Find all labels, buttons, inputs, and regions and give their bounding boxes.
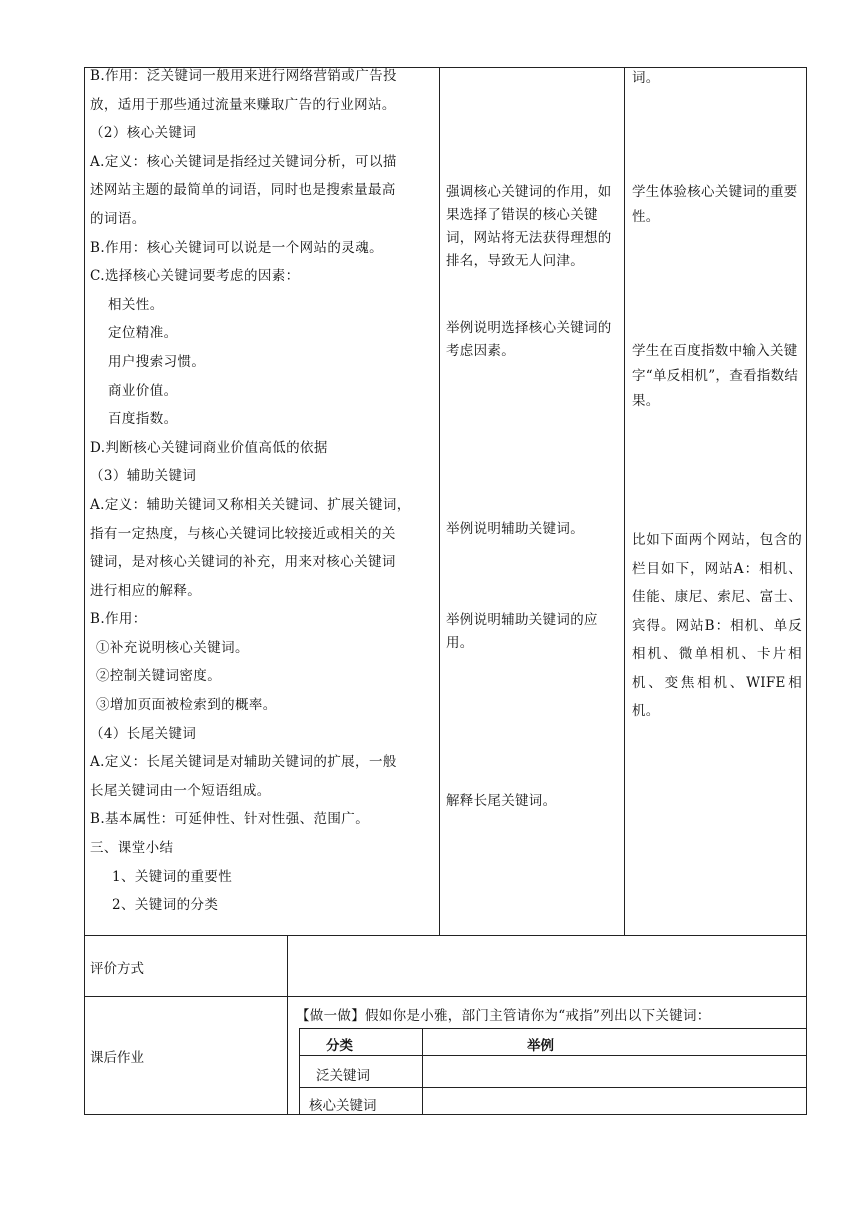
eval-method-label: 评价方式 xyxy=(90,961,144,977)
lesson-line: 放，适用于那些通过流量来赚取广告的行业网站。 xyxy=(90,96,396,113)
lesson-line: A.定义：辅助关键词又称相关关键词、扩展关键词， xyxy=(90,496,411,513)
lesson-line: A.定义：核心关键词是指经过关键词分析，可以描 xyxy=(90,153,397,170)
lesson-line: B.作用： xyxy=(90,611,147,628)
teacher-note-5: 解释长尾关键词。 xyxy=(446,793,557,809)
inner-table-top xyxy=(299,1028,806,1029)
lesson-line: ①补充说明核心关键词。 xyxy=(96,639,249,656)
student-note-1: 学生体验核心关键词的重要性。 xyxy=(632,184,798,225)
homework-label: 课后作业 xyxy=(90,1050,144,1066)
inner-header-example: 举例 xyxy=(527,1038,554,1054)
inner-table-row2 xyxy=(299,1087,806,1088)
student-note-0: 词。 xyxy=(632,70,660,86)
col-divider-2 xyxy=(624,67,625,935)
lesson-line: 定位精准。 xyxy=(108,325,178,342)
col-divider-1 xyxy=(439,67,440,935)
lesson-line: 长尾关键词由一个短语组成。 xyxy=(90,782,271,799)
lesson-line: D.判断核心关键词商业价值高低的依据 xyxy=(90,439,328,456)
inner-row2-category: 核心关键词 xyxy=(309,1098,377,1114)
lesson-line: 百度指数。 xyxy=(108,411,178,428)
table-border-left xyxy=(84,67,85,1115)
inner-header-category: 分类 xyxy=(326,1038,353,1054)
lesson-line: 述网站主题的最简单的词语，同时也是搜索量最高 xyxy=(90,182,396,199)
inner-table-left xyxy=(299,1028,300,1115)
row-divider-eval-top xyxy=(84,935,807,936)
lesson-line: （3）辅助关键词 xyxy=(90,468,197,485)
lesson-line: 的词语。 xyxy=(90,210,146,227)
lesson-line: 指有一定热度，与核心关键词比较接近或相关的关 xyxy=(90,525,396,542)
teacher-note-4: 举例说明辅助关键词的应用。 xyxy=(446,612,598,651)
inner-table-mid-col xyxy=(422,1028,423,1115)
lesson-line: B.作用：核心关键词可以说是一个网站的灵魂。 xyxy=(90,239,384,256)
homework-instruction: 【做一做】假如你是小雅，部门主管请你为“戒指”列出以下关键词： xyxy=(296,1008,711,1024)
lesson-line: （2）核心关键词 xyxy=(90,125,197,142)
lesson-line: 商业价值。 xyxy=(108,382,178,399)
lesson-line: B.基本属性：可延伸性、针对性强、范围广。 xyxy=(90,811,370,828)
lesson-line: ③增加页面被检索到的概率。 xyxy=(96,697,277,714)
inner-row1-category: 泛关键词 xyxy=(316,1068,370,1084)
inner-table-row1 xyxy=(299,1055,806,1056)
teacher-note-3: 举例说明辅助关键词。 xyxy=(446,521,584,537)
table-border-right xyxy=(806,67,807,1115)
lesson-line: 1、关键词的重要性 xyxy=(112,868,233,885)
teacher-note-2: 举例说明选择核心关键词的考虑因素。 xyxy=(446,320,612,359)
lesson-content-column xyxy=(90,62,435,920)
lesson-line: （4）长尾关键词 xyxy=(90,725,197,742)
row-divider-homework-top xyxy=(84,996,807,997)
lesson-line: A.定义：长尾关键词是对辅助关键词的扩展，一般 xyxy=(90,754,397,771)
lesson-line: 相关性。 xyxy=(108,296,164,313)
table-border-bottom xyxy=(84,1114,807,1115)
lesson-line: 三、课堂小结 xyxy=(90,840,174,857)
lesson-line: 2、关键词的分类 xyxy=(112,897,219,914)
teacher-note-1: 强调核心关键词的作用，如果选择了错误的核心关键词，网站将无法获得理想的排名，导致无人问津。 xyxy=(446,184,612,269)
lesson-line: C.选择核心关键词要考虑的因素： xyxy=(90,268,300,285)
lesson-line: ②控制关键词密度。 xyxy=(96,668,222,685)
lesson-line: 键词，是对核心关键词的补充，用来对核心关键词 xyxy=(90,554,396,571)
student-note-3: 比如下面两个网站，包含的栏目如下，网站A：相机、佳能、康尼、索尼、富士、宾得。网站B：相机、单反相机、微单相机、卡片相机、变焦相机、WIFE相机。 xyxy=(632,532,802,719)
student-note-2: 学生在百度指数中输入关键字“单反相机”，查看指数结果。 xyxy=(632,343,799,409)
lesson-line: 进行相应的解释。 xyxy=(90,582,202,599)
label-col-divider xyxy=(287,935,288,1115)
lesson-line: B.作用：泛关键词一般用来进行网络营销或广告投 xyxy=(90,68,397,84)
lesson-line: 用户搜索习惯。 xyxy=(108,353,206,370)
